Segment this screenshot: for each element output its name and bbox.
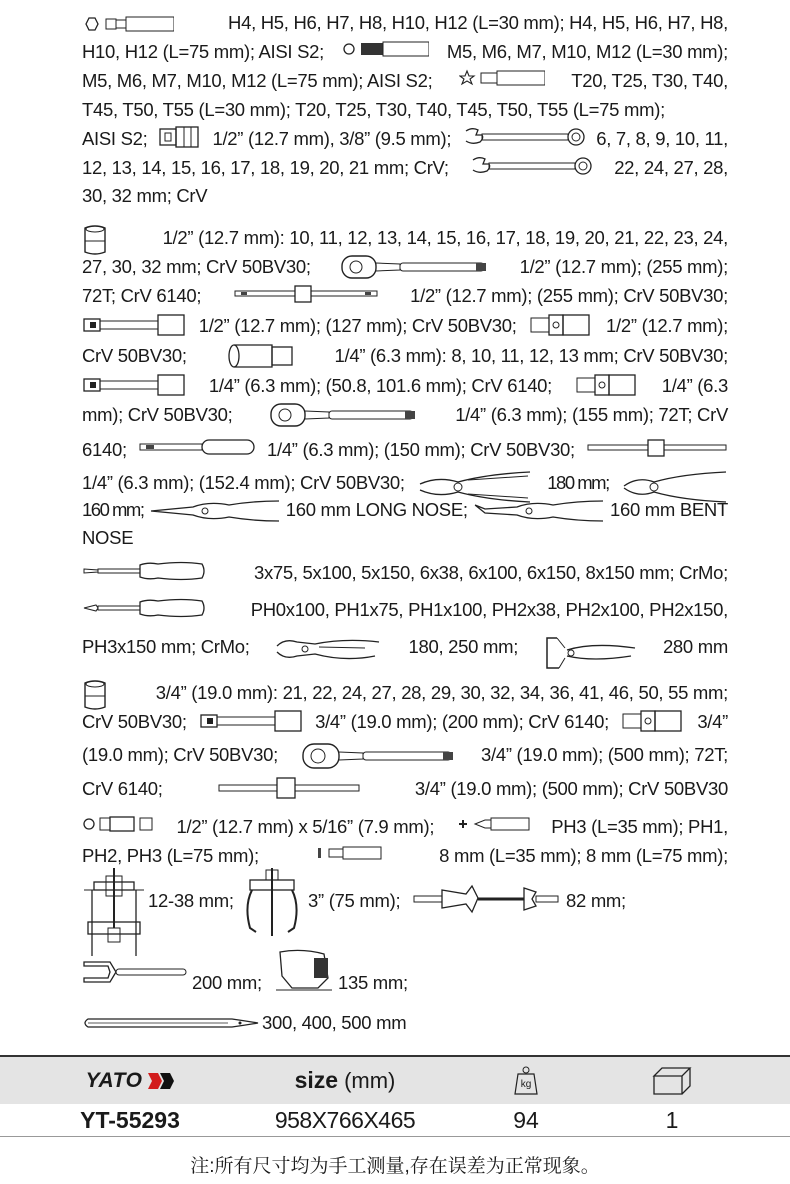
extension-bar-icon <box>82 313 186 337</box>
bent-nose-pliers-icon <box>473 497 605 525</box>
pry-bar-icon <box>82 1013 260 1033</box>
spec-text: 3” (75 mm); <box>308 890 401 911</box>
spec-text: (19.0 mm); CrV 50BV30; <box>82 744 278 765</box>
brand-logo <box>60 1057 200 1104</box>
spec-text: 1/4” (6.3 mm); (152.4 mm); CrV 50BV30; <box>82 472 405 493</box>
weight-value: 94 <box>513 1106 539 1133</box>
spec-line-13 <box>82 373 728 399</box>
spec-line-4 <box>82 97 728 123</box>
spec-text: 1/2” (12.7 mm); (255 mm); CrV 50BV30; <box>410 285 728 306</box>
universal-joint-icon <box>529 313 593 337</box>
spec-text: M5, M6, M7, M10, M12 (L=30 mm); <box>446 41 728 62</box>
spec-text: 180, 250 mm; <box>408 636 519 657</box>
spec-text: 3/4” (19.0 mm); (500 mm); 72T; <box>481 744 728 765</box>
spec-line-2 <box>82 39 728 65</box>
t-bar-large-icon <box>217 776 361 800</box>
spec-text: 1/2” (12.7 mm), 3/8” (9.5 mm); <box>212 128 452 149</box>
spec-line-11 <box>82 313 728 339</box>
spec-text: H10, H12 (L=75 mm); AISI S2; <box>82 41 324 62</box>
spec-text: PH2, PH3 (L=75 mm); <box>82 845 259 866</box>
spec-line-22 <box>82 680 728 710</box>
spec-line-29 <box>82 950 728 993</box>
spec-table-row <box>0 1104 790 1137</box>
spec-line-24 <box>82 742 728 770</box>
spec-line-3 <box>82 68 728 94</box>
hex-bit-sizes: H4, H5, H6, H7, H8, H10, H12 (L=30 mm); H4, H5, H6, H7, H8, <box>228 12 728 33</box>
ratchet-large-icon <box>301 742 457 770</box>
spec-text: 1/2” (12.7 mm); (255 mm); <box>519 256 728 277</box>
bearing-puller-icon <box>82 866 146 958</box>
spec-line-21 <box>82 634 728 672</box>
spec-text: 1/4” (6.3 <box>661 375 728 396</box>
spec-text: 12, 13, 14, 15, 16, 17, 18, 19, 20, 21 mm; CrV; <box>82 157 449 178</box>
t-bar-icon <box>233 283 379 305</box>
spec-text: 3/4” (19.0 mm): 21, 22, 24, 27, 28, 29, 30, 32, 34, 36, 41, 46, 50, 55 mm; <box>155 682 728 703</box>
spec-text: CrV 50BV30; <box>82 345 187 366</box>
combination-wrench-icon <box>462 126 586 148</box>
brand-name: YATO <box>85 1068 143 1092</box>
dimensions-cell <box>250 1104 440 1136</box>
extension-bar-large-icon <box>199 709 303 733</box>
locking-pliers-icon <box>275 634 383 664</box>
combination-wrench-large-icon <box>469 155 593 177</box>
t-bar-quarter-icon <box>586 437 728 459</box>
spec-line-12 <box>82 343 728 369</box>
spec-text: 1/4” (6.3 mm); (155 mm); 72T; CrV <box>455 404 728 425</box>
spec-line-14 <box>82 402 728 428</box>
spec-text: mm); CrV 50BV30; <box>82 404 233 425</box>
weight-cell <box>496 1104 556 1136</box>
spec-line-10 <box>82 283 728 309</box>
spec-text: PH0x100, PH1x75, PH1x100, PH2x38, PH2x100, PH2x150, <box>250 599 728 620</box>
hex-bit-icon <box>82 14 174 34</box>
yato-logo-icon <box>146 1071 174 1091</box>
spec-text: 1/4” (6.3 mm); (50.8, 101.6 mm); CrV 6140; <box>208 375 553 396</box>
spec-text: 160 mm LONG NOSE; <box>285 499 468 520</box>
spec-line-7 <box>82 183 728 209</box>
spec-text: CrV 50BV30; <box>82 711 187 732</box>
spec-text: M5, M6, M7, M10, M12 (L=75 mm); AISI S2; <box>82 70 433 91</box>
spec-text: 300, 400, 500 mm <box>262 1012 407 1033</box>
size-label: size <box>294 1067 339 1093</box>
universal-joint-large-icon <box>621 709 685 733</box>
spec-text: 1/2” (12.7 mm): 10, 11, 12, 13, 14, 15, 16, 17, 18, 19, 20, 21, 22, 23, 24, <box>162 227 728 248</box>
weight-icon <box>513 1066 539 1096</box>
fork-separator-icon <box>82 958 190 986</box>
spec-text: 22, 24, 27, 28, <box>614 157 728 178</box>
spec-text: 1/2” (12.7 mm); <box>606 315 728 336</box>
spec-text: 135 mm; <box>338 972 408 993</box>
box-icon <box>652 1066 692 1096</box>
kg-label: kg <box>520 1078 532 1090</box>
ball-joint-puller-icon <box>272 948 336 994</box>
spec-text: PH3 (L=35 mm); PH1, <box>551 816 728 837</box>
quantity-value: 1 <box>665 1106 679 1133</box>
phillips-bit-icon <box>455 814 531 834</box>
spec-line-25 <box>82 776 728 802</box>
spline-bit-icon <box>341 39 429 59</box>
quantity-cell <box>640 1104 704 1136</box>
spec-text: 1/2” (12.7 mm); (127 mm); CrV 50BV30; <box>198 315 517 336</box>
spec-text: 160 mm BENT <box>609 499 728 520</box>
spec-text: 1/4” (6.3 mm): 8, 10, 11, 12, 13 mm; CrV 50BV30; <box>334 345 728 366</box>
spec-line-6 <box>82 155 728 181</box>
size-header <box>250 1057 440 1104</box>
spec-text: 3x75, 5x100, 5x150, 6x38, 6x100, 6x150, 8x150 mm; CrMo; <box>253 562 728 583</box>
two-jaw-puller-icon <box>240 866 304 942</box>
spec-text: 8 mm (L=35 mm); 8 mm (L=75 mm); <box>439 845 728 866</box>
spec-text: T20, T25, T30, T40, <box>571 70 728 91</box>
quantity-header <box>640 1057 704 1104</box>
spec-text: 30, 32 mm; CrV <box>82 185 208 206</box>
spec-text: 72T; CrV 6140; <box>82 285 202 306</box>
spec-text: 12-38 mm; <box>148 890 234 911</box>
universal-joint-quarter-icon <box>575 373 639 397</box>
dimensions-value: 958X766X465 <box>274 1106 416 1133</box>
spec-text: 82 mm; <box>566 890 626 911</box>
spec-text: NOSE <box>82 527 134 548</box>
spec-line-18 <box>82 525 728 551</box>
size-unit: (mm) <box>344 1067 396 1093</box>
spec-line-5 <box>82 126 728 152</box>
spec-line-9 <box>82 254 728 280</box>
spec-text: 27, 30, 32 mm; CrV 50BV30; <box>82 256 311 277</box>
spec-line-23 <box>82 709 728 735</box>
spec-line-8 <box>82 225 728 255</box>
spec-line-28 <box>82 866 728 942</box>
spec-text: 6140; <box>82 439 127 460</box>
ball-joint-separator-icon <box>412 882 562 918</box>
phillips-screwdriver-icon <box>82 597 206 619</box>
spinner-handle-icon <box>138 437 256 457</box>
model-cell <box>50 1104 210 1136</box>
long-nose-pliers-icon <box>149 497 281 525</box>
spec-text: 160 mm; <box>82 499 144 520</box>
spec-text: 6, 7, 8, 9, 10, 11, <box>596 128 728 149</box>
socket-large-icon <box>82 680 108 710</box>
bit-adapter-icon <box>158 126 202 148</box>
spec-text: AISI S2; <box>82 128 148 149</box>
spec-table-header <box>0 1055 790 1106</box>
extension-bar-quarter-icon <box>82 373 186 397</box>
spec-text: 200 mm; <box>192 972 262 993</box>
spec-text: T45, T50, T55 (L=30 mm); T20, T25, T30, T40, T45, T50, T55 (L=75 mm); <box>82 99 665 120</box>
model-number: YT-55293 <box>80 1106 180 1133</box>
bit-holder-set-icon <box>82 814 156 834</box>
spec-line-26 <box>82 814 728 840</box>
spec-text: 3/4” (19.0 mm); (200 mm); CrV 6140; <box>315 711 609 732</box>
weight-header <box>496 1057 556 1104</box>
ratchet-icon <box>340 254 490 280</box>
flat-bit-icon <box>315 843 383 863</box>
spec-text: 1/4” (6.3 mm); (150 mm); CrV 50BV30; <box>266 439 575 460</box>
socket-icon <box>82 225 108 255</box>
ratchet-quarter-icon <box>269 402 419 428</box>
deep-socket-icon <box>226 343 296 369</box>
spec-line-19 <box>82 560 728 586</box>
spec-line-17 <box>82 497 728 525</box>
spec-text: PH3x150 mm; CrMo; <box>82 636 250 657</box>
measurement-note: 注:所有尺寸均为手工测量,存在误差为正常现象。 <box>190 1156 600 1177</box>
torx-bit-icon <box>459 68 545 88</box>
spec-line-20 <box>82 597 728 623</box>
flat-screwdriver-icon <box>82 560 206 582</box>
c-clamp-pliers-icon <box>543 634 637 672</box>
spec-text: CrV 6140; <box>82 778 163 799</box>
spec-text: 3/4” <box>697 711 728 732</box>
spec-line-1 <box>82 10 728 36</box>
spec-text: 3/4” (19.0 mm); (500 mm); CrV 50BV30 <box>414 778 728 799</box>
spec-text: 180 mm; <box>547 472 609 493</box>
spec-line-15 <box>82 437 728 463</box>
spec-text: 280 mm <box>662 636 728 657</box>
spec-text: 1/2” (12.7 mm) x 5/16” (7.9 mm); <box>176 816 435 837</box>
